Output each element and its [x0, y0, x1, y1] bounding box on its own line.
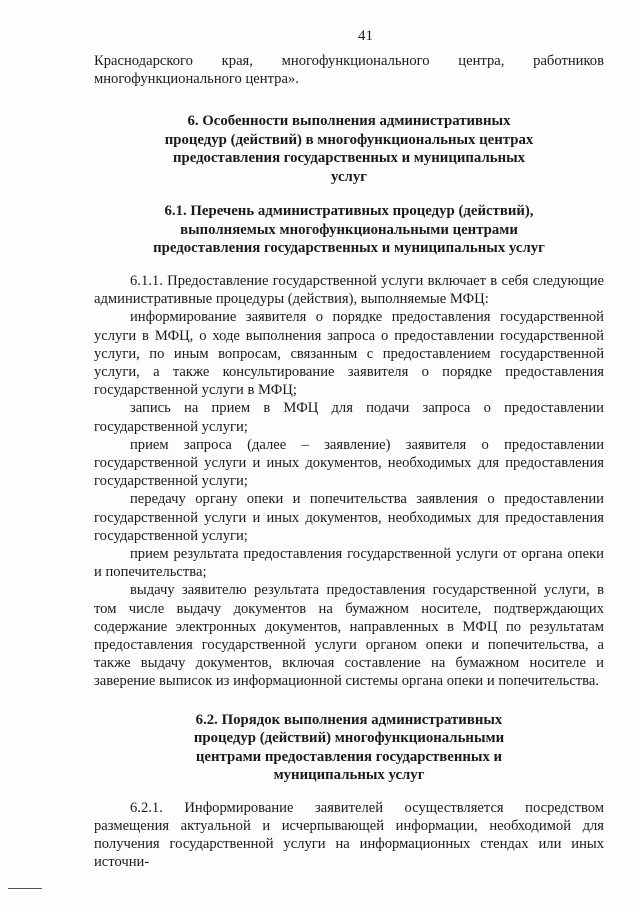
- section-6-1-heading: 6.1. Перечень административных процедур (действий), выполняемых многофункциональными центрами предоставления государственных и муниципальных услуг: [153, 203, 545, 257]
- document-body: [94, 52, 604, 871]
- list-item-transfer: передачу органу опеки и попечительства заявления о предоставлении государственной услуги и иных документов, необходимых для предоставления государственной услуги;: [94, 491, 604, 544]
- list-item-appointment: запись на прием в МФЦ для подачи запроса о предоставлении государственной услуги;: [94, 400, 604, 435]
- list-item-result-receipt: прием результата предоставления государственной услуги от органа опеки и попечительства;: [94, 545, 604, 581]
- paragraph-6-1-1: 6.1.1. Предоставление государственной услуги включает в себя следующие административные процедуры (действия), выполняемые МФЦ:: [94, 272, 604, 308]
- scan-edge-mark: [8, 888, 42, 889]
- section-6-heading: 6. Особенности выполнения административных процедур (действий) в многофункциональных центрах предоставления государственных и муниципальных услуг: [164, 113, 534, 185]
- section-6-2-heading: 6.2. Порядок выполнения административных процедур (действий) многофункциональными центрами предоставления государственных и муниципальных услуг: [193, 711, 505, 784]
- list-item-result-issue: выдачу заявителю результата предоставления государственной услуги, в том числе выдачу документов на бумажном носителе, подтверждающих содержание электронных документов, направленных в МФЦ по результатам предоставления государственной услуги органом опеки и попечительства, а также выдачу документов, включая составление на бумажном носителе и заверение выписок из информационной системы органа опеки и попечительства.: [94, 582, 604, 690]
- list-item-request-intake: прием запроса (далее – заявление) заявителя о предоставлении государственной услуги и иных документов, необходимых для предоставления государственной услуги;: [94, 436, 604, 490]
- list-item-informing: информирование заявителя о порядке предоставления государственной услуги в МФЦ, о ходе выполнения запроса о предоставлении государственной услуги, по иным вопросам, связанным с предоставлением государственной услуги, а также консультирование заявителя о порядке предоставления государственной услуги в МФЦ;: [94, 309, 604, 399]
- page-number: 41: [358, 28, 373, 44]
- intro-paragraph: Краснодарского края, многофункционального центра, работников многофункционального центра».: [94, 53, 604, 88]
- paragraph-6-2-1: 6.2.1. Информирование заявителей осуществляется посредством размещения актуальной и исчерпывающей информации, необходимой для получения государственной услуги на информационных стендах или иных источни-: [94, 799, 604, 871]
